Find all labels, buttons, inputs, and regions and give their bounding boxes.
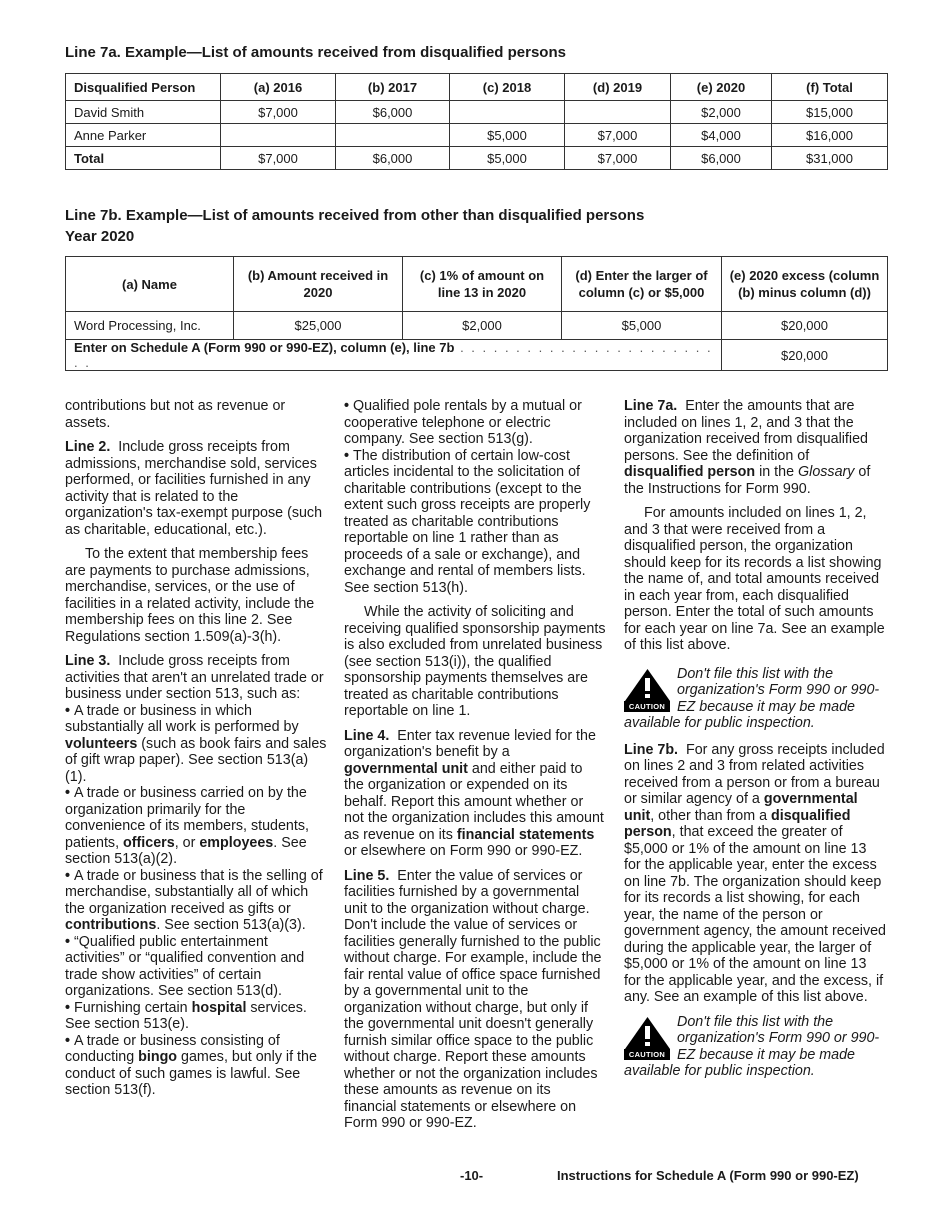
- table-cell: $2,000: [671, 101, 772, 124]
- table-header-row: [66, 257, 888, 312]
- text: A trade or business in which substantially all work is performed by: [65, 702, 299, 735]
- text: or elsewhere on Form 990 or 990-EZ.: [344, 843, 583, 859]
- column-header: (d) Enter the larger of column (c) or $5,000: [562, 257, 722, 312]
- text: (such as book fairs and sales of gift wrap paper). See section 513(a)(1).: [65, 735, 327, 785]
- text: . See section 513(a)(3).: [156, 917, 306, 933]
- bullet-item: [65, 785, 327, 868]
- text: , other than from a: [650, 807, 768, 824]
- text-column-1: [65, 398, 327, 1099]
- caution-icon: [624, 668, 671, 714]
- table-7a-title: Line 7a. Example—List of amounts received from disqualified persons: [65, 44, 566, 61]
- text: For any gross receipts included on lines 2 and 3 from related activities received from a person or from a bureau or similar agency of a: [624, 741, 885, 807]
- text: A trade or business carried on by the organization primarily for the convenience of its members, students, patients,: [65, 785, 309, 851]
- page-number: -10-: [460, 1168, 484, 1183]
- bullet-item: [344, 448, 606, 597]
- column-header: (b) Amount received in 2020: [234, 257, 403, 312]
- column-header: (c) 2018: [450, 74, 565, 101]
- table-summary-row: [66, 340, 888, 371]
- text: and either paid to the organization or expended on its behalf. Report this amount whether or not the organization includes this amount as revenue on its: [344, 760, 604, 843]
- column-header: (d) 2019: [565, 74, 671, 101]
- line-4-paragraph: [344, 728, 606, 860]
- text: Enter tax revenue levied for the organization's benefit by a: [344, 727, 596, 760]
- line-7a-paragraph: [624, 398, 886, 497]
- column-header: (e) 2020 excess (column (b) minus column (d)): [722, 257, 888, 312]
- text: “Qualified public entertainment activities” or “qualified convention and trade show activities” of certain organizations. See section 513(d).: [65, 933, 305, 999]
- paragraph: For amounts included on lines 1, 2, and 3 that were received from a disqualified person, the organization should keep for its records a list showing the name of, and total amounts received in each year from, each disqualified person. Enter the total of such amounts for each year on line 7a. See an example of this list above.: [624, 505, 885, 653]
- text: services. See section 513(e).: [65, 999, 307, 1032]
- table-7b: [65, 256, 888, 371]
- text: . See section 513(a)(2).: [65, 834, 307, 867]
- table-cell: $6,000: [671, 147, 772, 170]
- warning-triangle-icon: [624, 1016, 671, 1050]
- table-cell: Word Processing, Inc.: [66, 312, 234, 340]
- bold-term: disqualified person: [624, 807, 851, 840]
- bold-term: governmental unit: [344, 760, 468, 777]
- table-cell: [336, 124, 450, 147]
- text: A trade or business consisting of conducting: [65, 1032, 280, 1065]
- table-cell: $5,000: [450, 124, 565, 147]
- bullet-item: [65, 868, 327, 934]
- table-7b-subtitle: Year 2020: [65, 228, 135, 245]
- table-total-row: [66, 147, 888, 170]
- line-5-heading: Line 5.: [344, 867, 390, 884]
- line-4-heading: Line 4.: [344, 727, 390, 744]
- table-cell: $6,000: [336, 101, 450, 124]
- line-2-heading: Line 2.: [65, 439, 111, 455]
- line-7a-heading: Line 7a.: [624, 398, 678, 414]
- caution-text: Don't file this list with the organization's Form 990 or 990-EZ because it may be made available for public inspection.: [624, 665, 880, 731]
- table-cell: [450, 101, 565, 124]
- bullet-item: [65, 703, 327, 786]
- text: The distribution of certain low-cost articles incidental to the solicitation of charitable contributions (except to the extent such gross receipts are properly treated as charitable contributions reportable on line 1 rather than as proceeds of a sale or exchange), and exchange and rental of members lists. See section 513(h).: [344, 447, 591, 596]
- bullet-item: [65, 1033, 327, 1099]
- paragraph: While the activity of soliciting and receiving qualified sponsorship payments is also excluded from unrelated business (see section 513(i)), the qualified sponsorship payments themselves are treated as charitable contributions reportable on line 1.: [344, 604, 606, 719]
- summary-label: Enter on Schedule A (Form 990 or 990-EZ), column (e), line 7b: [74, 340, 455, 355]
- column-header: (f) Total: [772, 74, 888, 101]
- leader-dots: . . . . . . . . . . . . . . . . . . . . . . . . .: [74, 340, 713, 370]
- bold-term: officers: [123, 834, 175, 851]
- table-cell: $31,000: [772, 147, 888, 170]
- table-row: [66, 312, 888, 340]
- table-row: [66, 124, 888, 147]
- bullet-item: [65, 934, 327, 1000]
- text: A trade or business that is the selling of merchandise, substantially all of which the organization received as gifts or: [65, 867, 323, 917]
- italic-term: Glossary: [798, 464, 855, 480]
- text: of the Instructions for Form 990.: [624, 464, 871, 497]
- text: Enter the amounts that are included on lines 1, 2, and 3 that the organization received from disqualified persons. See the definition of: [624, 398, 868, 464]
- line-3-text: Include gross receipts from activities that aren't an unrelated trade or business under section 513, such as:: [65, 653, 324, 702]
- text: Furnishing certain: [73, 999, 188, 1016]
- table-cell: $16,000: [772, 124, 888, 147]
- text: in the: [759, 464, 795, 480]
- table-cell: $4,000: [671, 124, 772, 147]
- table-cell: Anne Parker: [66, 124, 221, 147]
- text: , or: [174, 834, 196, 851]
- text: , that exceed the greater of $5,000 or 1% of the amount on line 13 for the applicable year, enter the excess on line 7b. The organization should keep for its records a list showing, for each year, the name of the person or government agency, the amount received during the applicable year, the larger of $5,000 or 1% of the amount on line 13 for the applicable year, and the excess, if any. See an example of this list above.: [624, 824, 886, 1005]
- column-header: (e) 2020: [671, 74, 772, 101]
- line-2-text: Include gross receipts from admissions, merchandise sold, services performed, or facilities furnished in any activity that is related to the organization's tax-exempt purpose (such as charitable, educational, etc.).: [65, 439, 323, 538]
- table-cell: Total: [66, 147, 221, 170]
- caution-label: CAUTION: [624, 1049, 670, 1060]
- table-cell: $7,000: [565, 147, 671, 170]
- table-cell: [221, 124, 336, 147]
- bold-term: contributions: [65, 917, 157, 933]
- bold-term: bingo: [138, 1049, 178, 1065]
- caution-label: CAUTION: [624, 701, 670, 712]
- line-7b-paragraph: [624, 742, 886, 1006]
- table-cell: $6,000: [336, 147, 450, 170]
- bold-term: hospital: [191, 999, 247, 1016]
- table-cell: $7,000: [221, 101, 336, 124]
- bold-term: volunteers: [65, 735, 138, 752]
- table-cell: $7,000: [565, 124, 671, 147]
- column-header: (a) Name: [66, 257, 234, 312]
- text-column-3: [624, 398, 886, 1090]
- bold-term: disqualified person: [624, 464, 756, 480]
- text: games, but only if the conduct of such games is lawful. See section 513(f).: [65, 1049, 317, 1098]
- summary-value: $20,000: [722, 340, 888, 371]
- table-header-row: [66, 74, 888, 101]
- bold-term: governmental unit: [624, 791, 858, 824]
- table-cell: $2,000: [403, 312, 562, 340]
- table-cell: $20,000: [722, 312, 888, 340]
- caution-note: [624, 666, 886, 732]
- warning-triangle-icon: [624, 668, 671, 702]
- table-cell: $25,000: [234, 312, 403, 340]
- column-header: (a) 2016: [221, 74, 336, 101]
- line-7b-heading: Line 7b.: [624, 741, 679, 758]
- line-2-paragraph: [65, 439, 327, 538]
- table-row: [66, 101, 888, 124]
- table-cell: David Smith: [66, 101, 221, 124]
- bold-term: employees: [199, 834, 274, 851]
- table-cell: [565, 101, 671, 124]
- table-7b-title: Line 7b. Example—List of amounts received from other than disqualified persons: [65, 207, 645, 224]
- table-cell: $5,000: [562, 312, 722, 340]
- text-column-2: [344, 398, 606, 1140]
- caution-note: [624, 1014, 886, 1080]
- bullet-item: [65, 1000, 327, 1033]
- column-header: Disqualified Person: [66, 74, 221, 101]
- table-7a: [65, 73, 888, 170]
- line-3-heading: Line 3.: [65, 653, 111, 669]
- text: Qualified pole rentals by a mutual or cooperative telephone or electric company. See section 513(g).: [344, 398, 582, 447]
- table-cell: $7,000: [221, 147, 336, 170]
- table-cell: $15,000: [772, 101, 888, 124]
- bold-term: financial statements: [456, 826, 595, 843]
- line-3-paragraph: [65, 653, 327, 703]
- caution-text: Don't file this list with the organization's Form 990 or 990-EZ because it may be made available for public inspection.: [624, 1013, 880, 1079]
- column-header: (b) 2017: [336, 74, 450, 101]
- table-cell: $5,000: [450, 147, 565, 170]
- footer-title: Instructions for Schedule A (Form 990 or 990-EZ): [557, 1168, 859, 1183]
- paragraph: contributions but not as revenue or assets.: [65, 398, 286, 431]
- text: Enter the value of services or facilities furnished by a governmental unit to the organization without charge. Don't include the value of services or facilities generally furnished to the public without charge. For example, include the fair rental value of office space furnished by a governmental unit to the organization without charge, but only if the governmental unit doesn't generally furnish similar office space to the public without charge. Report these amounts whether or not the organization includes these amounts as revenue on its financial statements or elsewhere on Form 990 or 990-EZ.: [344, 867, 602, 1131]
- paragraph: To the extent that membership fees are payments to purchase admissions, merchandise, services, or the use of facilities in a related activity, include the membership fees on this line 2. See Regulations section 1.509(a)-3(h).: [65, 546, 315, 645]
- summary-label-cell: [66, 340, 722, 371]
- bullet-item: [344, 398, 606, 448]
- caution-icon: [624, 1016, 671, 1062]
- line-5-paragraph: [344, 868, 606, 1132]
- column-header: (c) 1% of amount on line 13 in 2020: [403, 257, 562, 312]
